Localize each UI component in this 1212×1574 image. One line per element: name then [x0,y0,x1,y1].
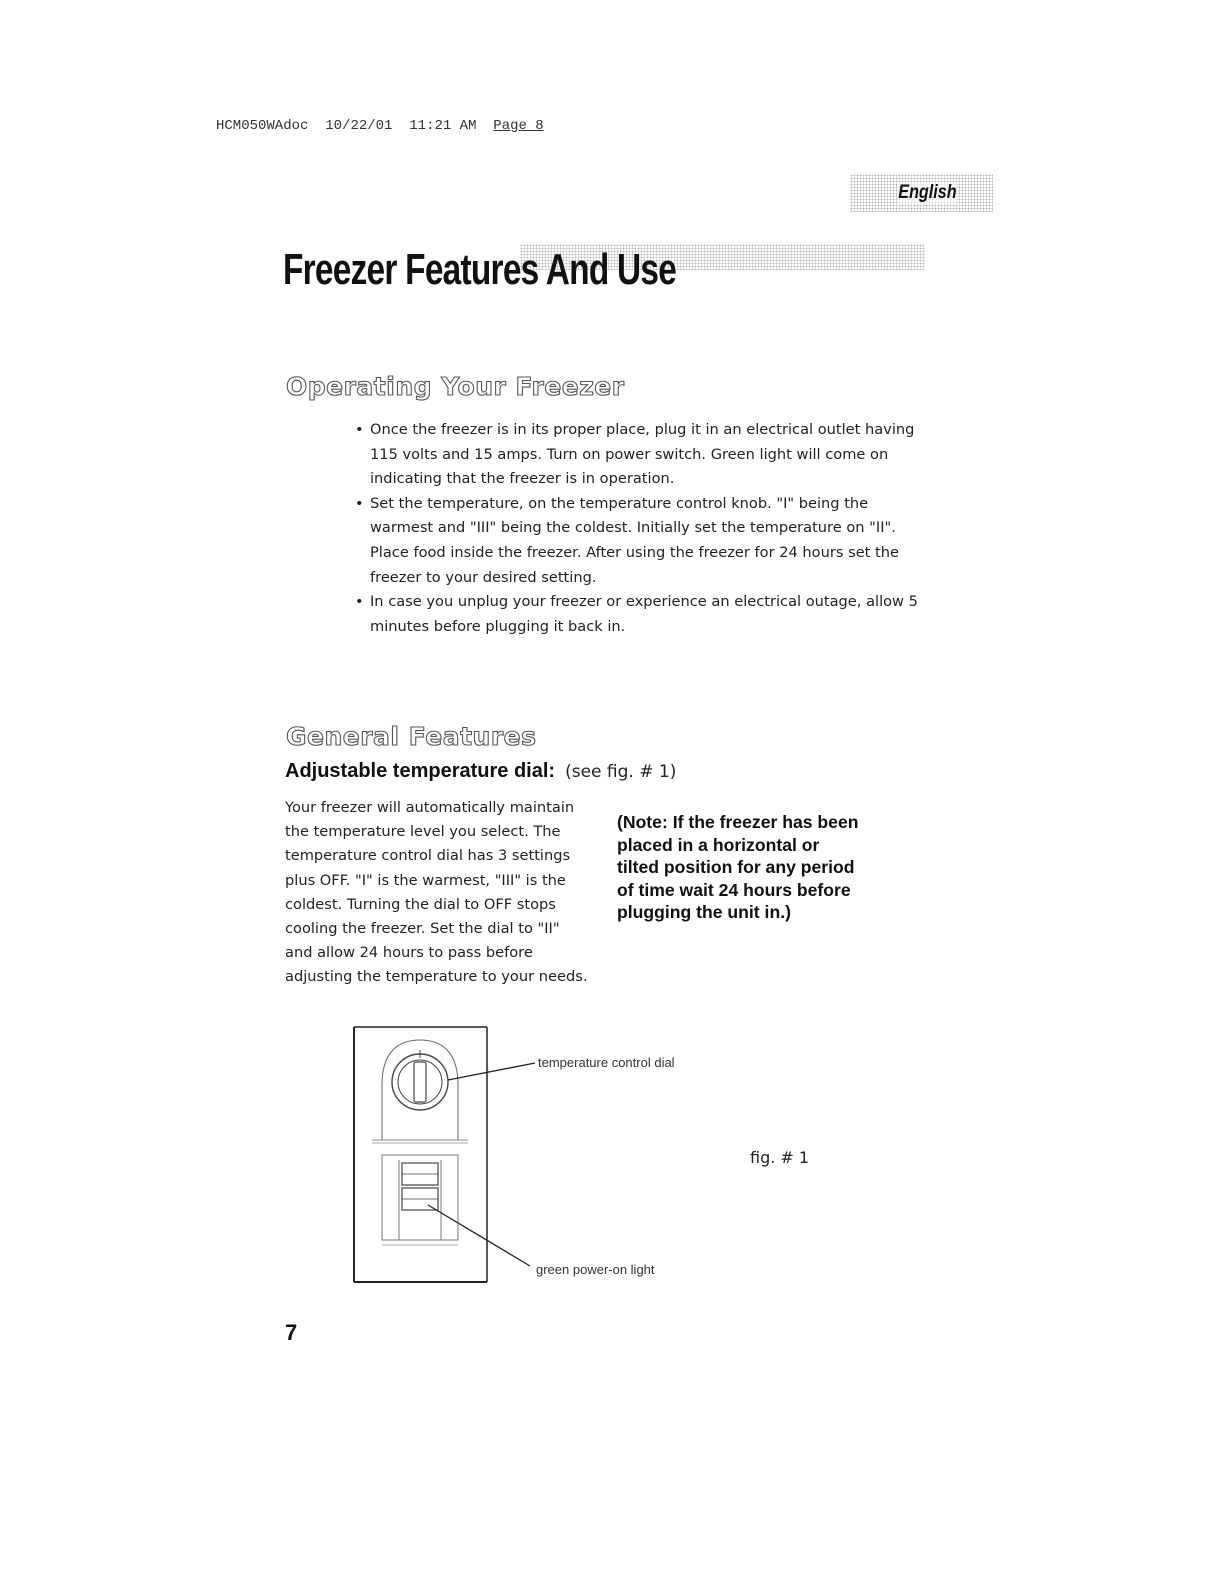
temperature-dial-icon [392,1050,448,1110]
control-housing [372,1040,468,1245]
page-title: Freezer Features And Use [283,245,677,294]
header-page: Page 8 [493,118,544,134]
list-item: • Set the temperature, on the temperature control knob. "I" being the warmest and "III" being the coldest. Initially set the temperature on "II". Place food inside the freezer. After using the freezer for 24 hours set the freezer to your desired setting. [355,492,925,590]
power-light-icon [402,1163,438,1210]
figure-caption: fig. # 1 [750,1148,810,1167]
operating-bullet-list [355,418,925,639]
dial-subheading-title: Adjustable temperature dial: [285,760,556,782]
operating-heading: Operating Your Freezer [286,372,625,401]
print-header [216,118,544,134]
light-callout-label: green power-on light [536,1262,655,1277]
header-date: 10/22/01 [325,118,393,134]
page-number: 7 [285,1320,298,1345]
panel-frame [354,1027,487,1282]
header-time: 11:21 AM [409,118,477,134]
header-file: HCM050WAdoc [216,118,309,134]
language-badge-label: English [898,182,957,203]
dial-leader-line [448,1063,535,1080]
general-features-heading: General Features [286,722,537,751]
language-badge [850,174,993,212]
dial-description: Your freezer will automatically maintain the temperature level you select. The temperature control dial has 3 settings plus OFF. "I" is the warmest, "III" is the coldest. Turning the dial to OFF stops cooling the freezer. Set the dial to "II" and allow 24 hours to pass before adjusting the temperature to your needs. [285,799,588,986]
list-item: • Once the freezer is in its proper place, plug it in an electrical outlet having 115 volts and 15 amps. Turn on power switch. Green light will come on indicating that the freezer is in operation. [355,418,925,492]
dial-subheading [285,760,676,783]
dial-figure-reference: (see fig. # 1) [565,762,677,782]
dial-callout-label: temperature control dial [538,1055,675,1070]
horizontal-note: (Note: If the freezer has been placed in a horizontal or tilted position for any period of time wait 24 hours before plugging the unit in.) [617,812,859,923]
light-leader-line [428,1205,530,1266]
list-item: • In case you unplug your freezer or experience an electrical outage, allow 5 minutes before plugging it back in. [355,590,925,639]
